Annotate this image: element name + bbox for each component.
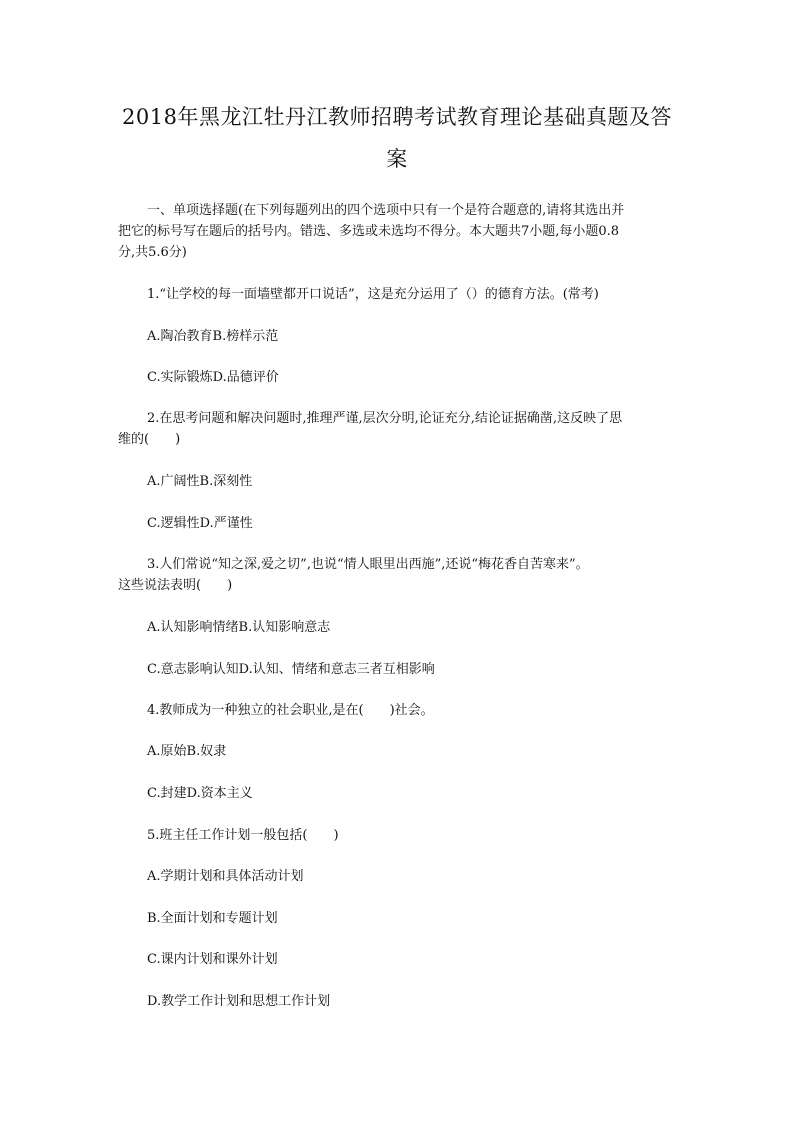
document-title-line2: 案 — [386, 147, 408, 171]
question-1-stem: 1.“让学校的每一面墙壁都开口说话”，这是充分运用了（）的德育方法。(常考) — [147, 287, 599, 302]
question-3-options-ab: A.认知影响情绪B.认知影响意志 — [147, 620, 331, 635]
question-4-options-ab: A.原始B.奴隶 — [147, 744, 227, 759]
question-2-options-cd: C.逻辑性D.严谨性 — [147, 516, 253, 531]
question-4-options-cd: C.封建D.资本主义 — [147, 786, 253, 801]
section-intro-line1: 一、单项选择题(在下列每题列出的四个选项中只有一个是符合题意的,请将其选出并 — [147, 203, 625, 218]
question-1-options-ab: A.陶冶教育B.榜样示范 — [147, 329, 279, 344]
document-title-line1: 2018年黑龙江牡丹江教师招聘考试教育理论基础真题及答 — [122, 105, 672, 129]
question-5-option-a: A.学期计划和具体活动计划 — [147, 869, 304, 884]
question-5-option-c: C.课内计划和课外计划 — [147, 952, 278, 967]
question-1-options-cd: C.实际锻炼D.品德评价 — [147, 370, 279, 385]
question-3-options-cd: C.意志影响认知D.认知、情绪和意志三者互相影响 — [147, 662, 435, 677]
question-3-stem-line1: 3.人们常说“知之深,爱之切”,也说“情人眼里出西施”,还说“梅花香自苦寒来”。 — [147, 557, 589, 572]
question-2-options-ab: A.广阔性B.深刻性 — [147, 474, 253, 489]
question-3-stem-line2: 这些说法表明( ) — [118, 578, 233, 593]
question-5-option-d: D.教学工作计划和思想工作计划 — [147, 994, 331, 1009]
question-2-stem-line2: 维的( ) — [118, 432, 181, 447]
question-4-stem: 4.教师成为一种独立的社会职业,是在( )社会。 — [147, 703, 434, 718]
section-intro-line2: 把它的标号写在题后的括号内。错选、多选或未选均不得分。本大题共7小题,每小题0.8 — [118, 224, 620, 239]
section-intro-line3: 分,共5.6分) — [118, 245, 187, 260]
question-5-option-b: B.全面计划和专题计划 — [147, 911, 278, 926]
question-2-stem-line1: 2.在思考问题和解决问题时,推理严谨,层次分明,论证充分,结论证据确凿,这反映了思 — [147, 411, 623, 426]
question-5-stem: 5.班主任工作计划一般包括( ) — [147, 828, 339, 843]
